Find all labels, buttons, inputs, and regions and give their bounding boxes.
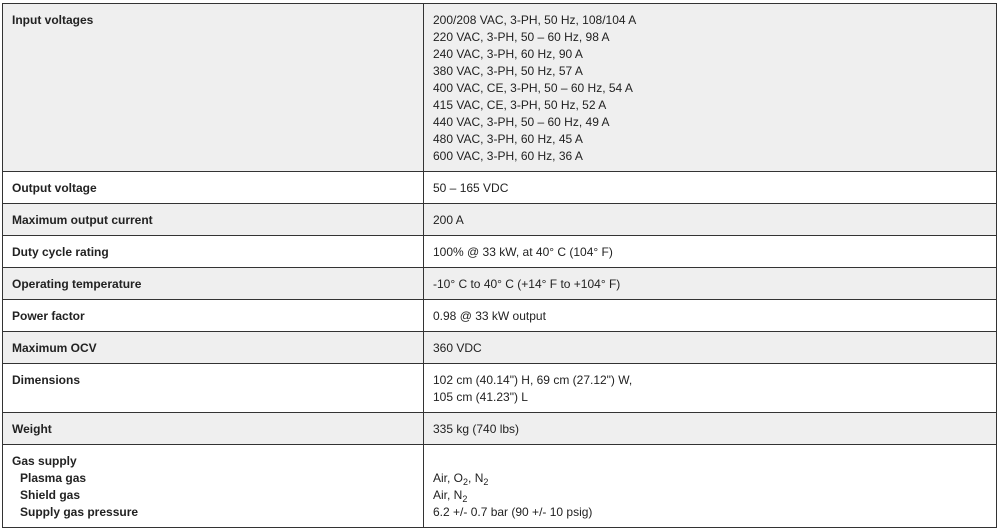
row-value: 200 A <box>424 204 997 236</box>
table-row-duty-cycle-rating <box>3 236 997 268</box>
table-row-input-voltages <box>3 4 997 172</box>
table-row-maximum-output-current <box>3 204 997 236</box>
value-line: 400 VAC, CE, 3-PH, 50 – 60 Hz, 54 A <box>433 81 633 95</box>
row-value <box>424 364 997 413</box>
subscript: 2 <box>463 477 469 487</box>
row-label: Power factor <box>3 300 424 332</box>
value-line: 200/208 VAC, 3-PH, 50 Hz, 108/104 A <box>433 13 637 27</box>
value-text: Air, O <box>433 471 464 485</box>
table-row-operating-temperature <box>3 268 997 300</box>
row-label: Maximum output current <box>3 204 424 236</box>
value-line: 105 cm (41.23") L <box>433 390 528 404</box>
table-row-weight <box>3 413 997 445</box>
row-value: 360 VDC <box>424 332 997 364</box>
table-row-output-voltage <box>3 172 997 204</box>
plasma-gas-label: Plasma gas <box>20 471 87 485</box>
table-row-gas-supply <box>3 445 997 528</box>
supply-gas-pressure-label: Supply gas pressure <box>20 505 139 519</box>
row-value: 335 kg (740 lbs) <box>424 413 997 445</box>
row-value: -10° C to 40° C (+14° F to +104° F) <box>424 268 997 300</box>
value-line: 380 VAC, 3-PH, 50 Hz, 57 A <box>433 64 583 78</box>
value-line: 440 VAC, 3-PH, 50 – 60 Hz, 49 A <box>433 115 610 129</box>
subscript: 2 <box>483 477 489 487</box>
row-label <box>3 445 424 528</box>
value-line: 102 cm (40.14") H, 69 cm (27.12") W, <box>433 373 633 387</box>
table-row-maximum-ocv <box>3 332 997 364</box>
row-value <box>424 445 997 528</box>
value-line: 480 VAC, 3-PH, 60 Hz, 45 A <box>433 132 583 146</box>
row-label: Duty cycle rating <box>3 236 424 268</box>
row-label: Operating temperature <box>3 268 424 300</box>
subscript: 2 <box>462 494 468 504</box>
value-line: 415 VAC, CE, 3-PH, 50 Hz, 52 A <box>433 98 607 112</box>
row-label: Output voltage <box>3 172 424 204</box>
row-value: 0.98 @ 33 kW output <box>424 300 997 332</box>
table-row-power-factor <box>3 300 997 332</box>
row-label: Dimensions <box>3 364 424 413</box>
value-text: Air, N <box>433 488 463 502</box>
specifications-table <box>2 3 997 528</box>
shield-gas-value <box>433 487 987 504</box>
value-text: , N <box>468 471 484 485</box>
row-label: Maximum OCV <box>3 332 424 364</box>
row-value: 100% @ 33 kW, at 40° C (104° F) <box>424 236 997 268</box>
value-line: 220 VAC, 3-PH, 50 – 60 Hz, 98 A <box>433 30 610 44</box>
supply-gas-pressure-value: 6.2 +/- 0.7 bar (90 +/- 10 psig) <box>433 505 593 519</box>
gas-supply-label: Gas supply <box>12 454 77 468</box>
shield-gas-label: Shield gas <box>20 488 81 502</box>
row-value <box>424 4 997 172</box>
spacer <box>433 453 987 470</box>
row-value: 50 – 165 VDC <box>424 172 997 204</box>
row-label: Weight <box>3 413 424 445</box>
plasma-gas-value <box>433 470 987 487</box>
table-row-dimensions <box>3 364 997 413</box>
value-line: 600 VAC, 3-PH, 60 Hz, 36 A <box>433 149 583 163</box>
value-line: 240 VAC, 3-PH, 60 Hz, 90 A <box>433 47 583 61</box>
row-label: Input voltages <box>3 4 424 172</box>
